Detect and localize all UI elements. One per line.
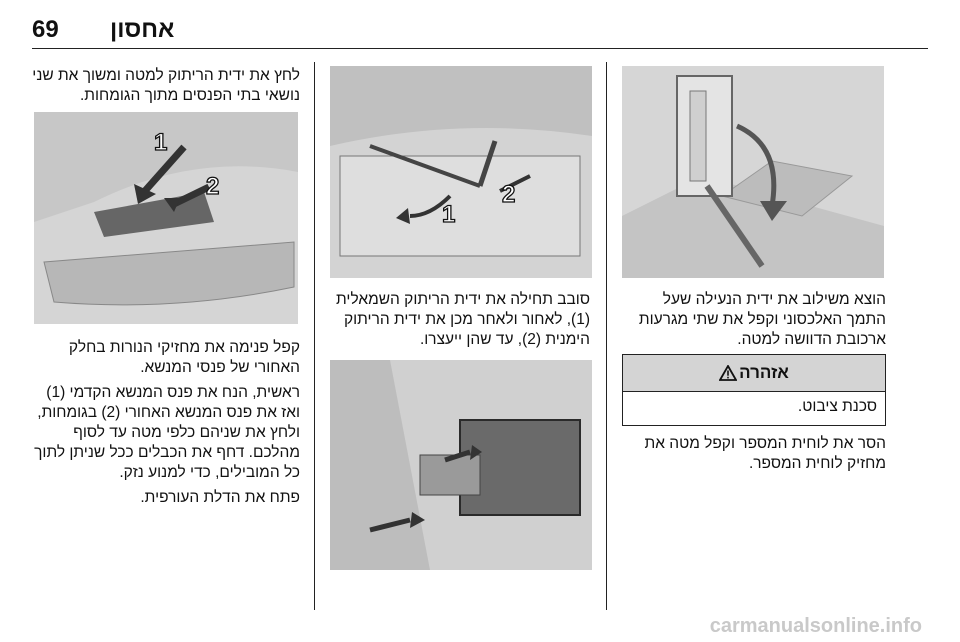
column-divider-left [314,62,315,610]
para-place-lamps: ראשית, הנח את פנס המנשא הקדמי (1) ואז את פנס המנשא האחורי (2) בגומחות, ולחץ את שניהם כלפי מטה עד לסוף מהלכם. דחף את הכבלים ככל שניתן לתוך כל המובילים, כדי למנוע נזק. [34,384,300,481]
para-open-tailgate: פתח את הדלת העורפית. [140,489,300,506]
caption-license-plate: הסר את לוחית המספר וקפל מטה את מחזיק לוחית המספר. [644,435,886,472]
page-number: 69 [32,16,59,43]
footer-watermark: carmanualsonline.info [709,615,922,637]
warning-title: אזהרה [739,363,789,382]
page-title: אחסון [110,16,175,43]
figure-lamp-carriers [34,112,298,324]
caption-fold-cranks: הוצא משילוב את ידית הנעילה שעל התמך האלכסוני וקפל את שתי מגרעות ארכובת הדוושה למטה. [638,291,886,348]
para-fold-bulb-holders: קפל פנימה את מחזיקי הנורות בחלק האחורי של פנסי המנשא. [68,339,300,376]
warning-header [623,355,885,392]
text-block-lamps [32,338,300,513]
caption-rotate-levers: סובב תחילה את ידית הריתוק השמאלית (1), לאחור ולאחר מכן את ידית הריתוק הימנית (2), עד שהן ייעצרו. [336,291,590,348]
figure-diagonal-strut [622,66,884,278]
diagram-label-2: 2 [502,181,516,208]
figure-locking-levers [330,66,592,278]
column-divider-right [606,62,607,610]
diagram-label-1: 1 [154,129,168,156]
figure-lamp-holder [330,360,592,570]
warning-text: סכנת ציבוט. [797,398,877,415]
header-rule [32,48,928,49]
text-pull-carriers: לחץ את ידית הריתוק למטה ומשוך את שני נושאי בתי הפנסים מתוך הגומחות. [32,67,300,104]
diagram-label-1: 1 [442,201,456,228]
warning-triangle-icon [719,365,737,381]
diagram-label-2: 2 [206,173,220,200]
warning-box [622,354,886,426]
